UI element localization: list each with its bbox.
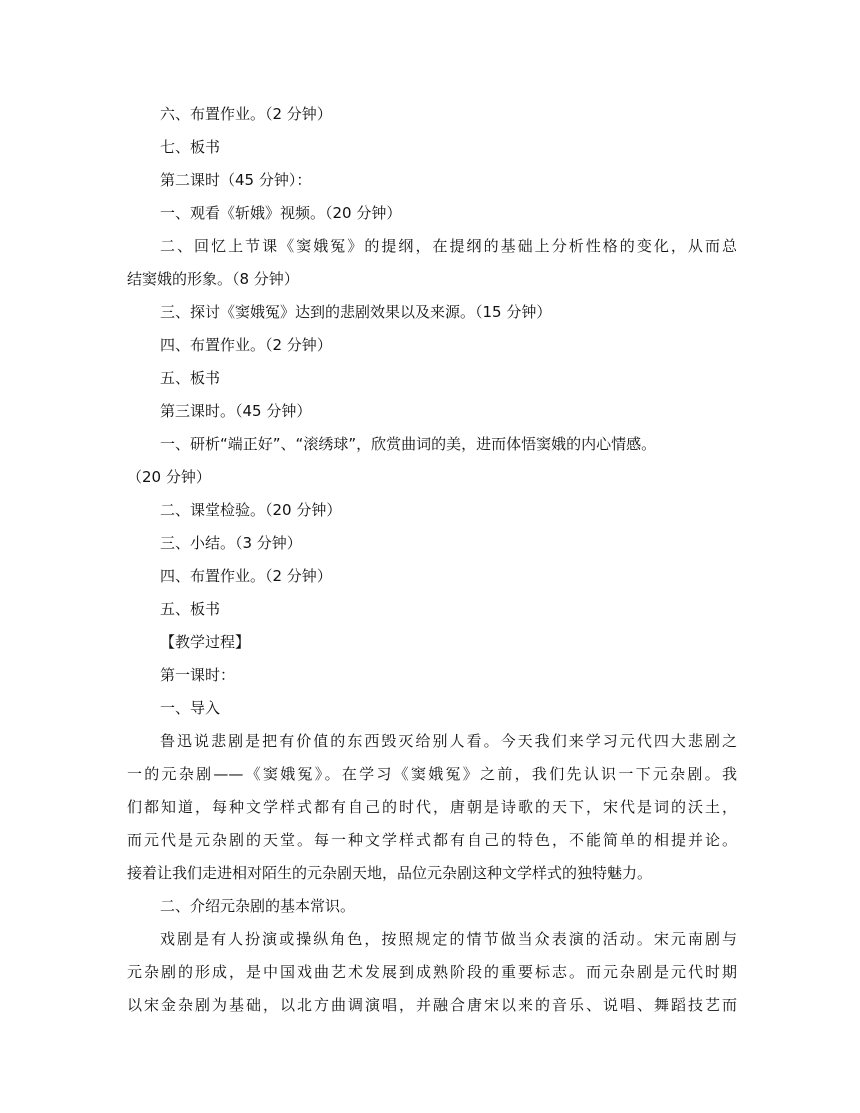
paragraph-line: 四、布置作业。（2 分钟）: [160, 567, 332, 585]
paragraph-line: 第二课时（45 分钟）：: [160, 171, 312, 189]
paragraph-line: 元杂剧的形成，是中国戏曲艺术发展到成熟阶段的重要标志。而元杂剧是元代时期: [127, 963, 737, 981]
paragraph-line: 三、探讨《窦娥冤》达到的悲剧效果以及来源。（15 分钟）: [160, 303, 552, 321]
section-heading: 【教学过程】: [160, 633, 251, 651]
paragraph-line: 一的元杂剧——《窦娥冤》。在学习《窦娥冤》之前，我们先认识一下元杂剧。我: [127, 765, 737, 783]
paragraph-line: 而元代是元杂剧的天堂。每一种文学样式都有自己的特色，不能简单的相提并论。: [127, 831, 737, 849]
paragraph-line: 七、板书: [160, 138, 221, 156]
paragraph-line: 戏剧是有人扮演或操纵角色，按照规定的情节做当众表演的活动。宋元南剧与: [160, 930, 737, 948]
paragraph-line: 一、导入: [160, 699, 221, 717]
paragraph-line: 第三课时。（45 分钟）: [160, 402, 312, 420]
paragraph-line: 二、课堂检验。（20 分钟）: [160, 501, 342, 519]
paragraph-line: 二、介绍元杂剧的基本常识。: [160, 897, 356, 915]
paragraph-line: 以宋金杂剧为基础，以北方曲调演唱，并融合唐宋以来的音乐、说唱、舞蹈技艺而: [127, 996, 737, 1014]
paragraph-line: 四、布置作业。（2 分钟）: [160, 336, 332, 354]
paragraph-line: 接着让我们走进相对陌生的元杂剧天地，品位元杂剧这种文学样式的独特魅力。: [127, 864, 653, 882]
document-body: [127, 98, 737, 1022]
paragraph-line: 鲁迅说悲剧是把有价值的东西毁灭给别人看。今天我们来学习元代四大悲剧之: [160, 732, 737, 750]
paragraph-line: （20 分钟）: [127, 468, 211, 486]
paragraph-line: 二、回忆上节课《窦娥冤》的提纲，在提纲的基础上分析性格的变化，从而总: [160, 237, 737, 255]
paragraph-line: 三、小结。（3 分钟）: [160, 534, 302, 552]
paragraph-line: 第一课时：: [160, 666, 236, 684]
paragraph-line: 六、布置作业。（2 分钟）: [160, 105, 332, 123]
paragraph-line: 五、板书: [160, 369, 221, 387]
paragraph-line: 一、观看《斩娥》视频。（20 分钟）: [160, 204, 402, 222]
paragraph-line: 一、研析“端正好”、“滚绣球”，欣赏曲词的美，进而体悟窦娥的内心情感。: [160, 435, 657, 453]
paragraph-line: 五、板书: [160, 600, 221, 618]
paragraph-line: 们都知道，每种文学样式都有自己的时代，唐朝是诗歌的天下，宋代是词的沃土，: [127, 798, 737, 816]
paragraph-line: 结窦娥的形象。（8 分钟）: [127, 270, 299, 288]
